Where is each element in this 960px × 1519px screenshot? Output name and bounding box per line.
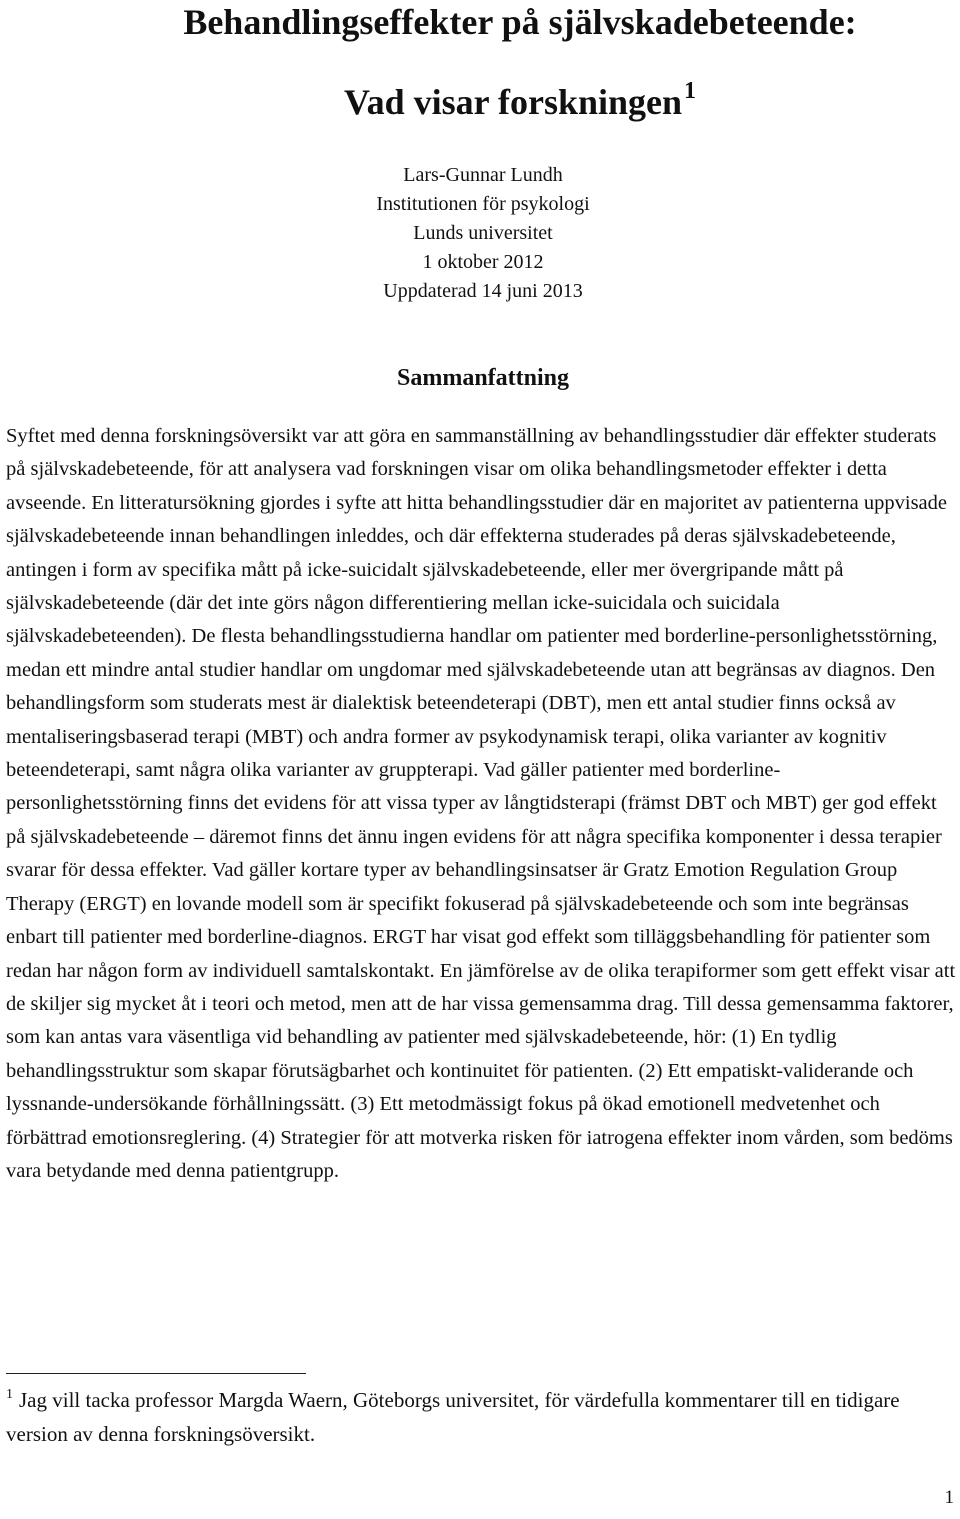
author-department: Institutionen för psykologi bbox=[376, 193, 590, 215]
abstract-heading: Sammanfattning bbox=[396, 365, 570, 391]
title-line-1: Behandlingseffekter på självskadebeteende: bbox=[183, 2, 857, 42]
footnote-divider bbox=[6, 1373, 306, 1374]
page-number: 1 bbox=[944, 1487, 954, 1508]
author-university: Lunds universitet bbox=[413, 222, 553, 244]
footnote-mark: 1 bbox=[6, 1387, 13, 1402]
title-line-2-text: Vad visar forskningen bbox=[343, 82, 683, 122]
updated-date: Uppdaterad 14 juni 2013 bbox=[383, 280, 583, 302]
footnote bbox=[6, 1383, 956, 1451]
abstract-paragraph: Syftet med denna forskningsöversikt var att göra en sammanställning av behandlingsstudier där effekter studerats på självskadebeteende, för att analysera vad forskningen visar om olika behandlingsmetoder effekter i detta avseende. En litteratursökning gjordes i syfte att hitta behandlingsstudier där en majoritet av patienterna uppvisade självskadebeteende innan behandlingen inleddes, och där effekterna studerades på deras självskadebeteende, antingen i form av specifika mått på icke-suicidalt självskadebeteende, eller mer övergripande mått på självskadebeteende (där det inte görs någon differentiering mellan icke-suicidala och suicidala självskadebeteenden). De flesta behandlingsstudierna handlar om patienter med borderline-personlighetsstörning, medan ett mindre antal studier handlar om ungdomar med självskadebeteende utan att begränsas av diagnos. Den behandlingsform som studerats mest är dialektisk beteendeterapi (DBT), men ett antal studier finns också av mentaliseringsbaserad terapi (MBT) och andra former av psykodynamisk terapi, olika varianter av kognitiv beteendeterapi, samt några olika varianter av gruppterapi. Vad gäller patienter med borderline-personlighetsstörning finns det evidens för att vissa typer av långtidsterapi (främst DBT och MBT) ger god effekt på självskadebeteende – däremot finns det ännu ingen evidens för att några specifika komponenter i dessa terapier svarar för dessa effekter. Vad gäller kortare typer av behandlingsinsatser är Gratz Emotion Regulation Group Therapy (ERGT) en lovande modell som är specifikt fokuserad på självskadebeteende och som inte begränsas enbart till patienter med borderline-diagnos. ERGT har visat god effekt som tilläggsbehandling för patienter som redan har någon form av individuell samtalskontakt. En jämförelse av de olika terapiformer som gett effekt visar att de skiljer sig mycket åt i teori och metod, men att de har vissa gemensamma drag. Till dessa gemensamma faktorer, som kan antas vara väsentliga vid behandling av patienter med självskadebeteende, hör: (1) En tydlig behandlingsstruktur som skapar förutsägbarhet och kontinuitet för patienten. (2) Ett empatiskt-validerande och lyssnande-undersökande förhållningssätt. (3) Ett metodmässigt fokus på ökad emotionell medvetenhet och förbättrad emotionsreglering. (4) Strategier för att motverka risken för iatrogena effekter inom vården, som bedöms vara betydande med denna patientgrupp. bbox=[6, 425, 956, 1182]
footnote-text: Jag vill tacka professor Margda Waern, Göteborgs universitet, för värdefulla kommentarer till en tidigare version av denna forskningsöversikt. bbox=[6, 1388, 900, 1446]
title-line-2 bbox=[0, 72, 960, 132]
title-footnote-mark: 1 bbox=[684, 78, 697, 104]
author-name: Lars-Gunnar Lundh bbox=[403, 164, 563, 186]
author-block bbox=[0, 161, 960, 306]
publication-date: 1 oktober 2012 bbox=[422, 251, 544, 273]
